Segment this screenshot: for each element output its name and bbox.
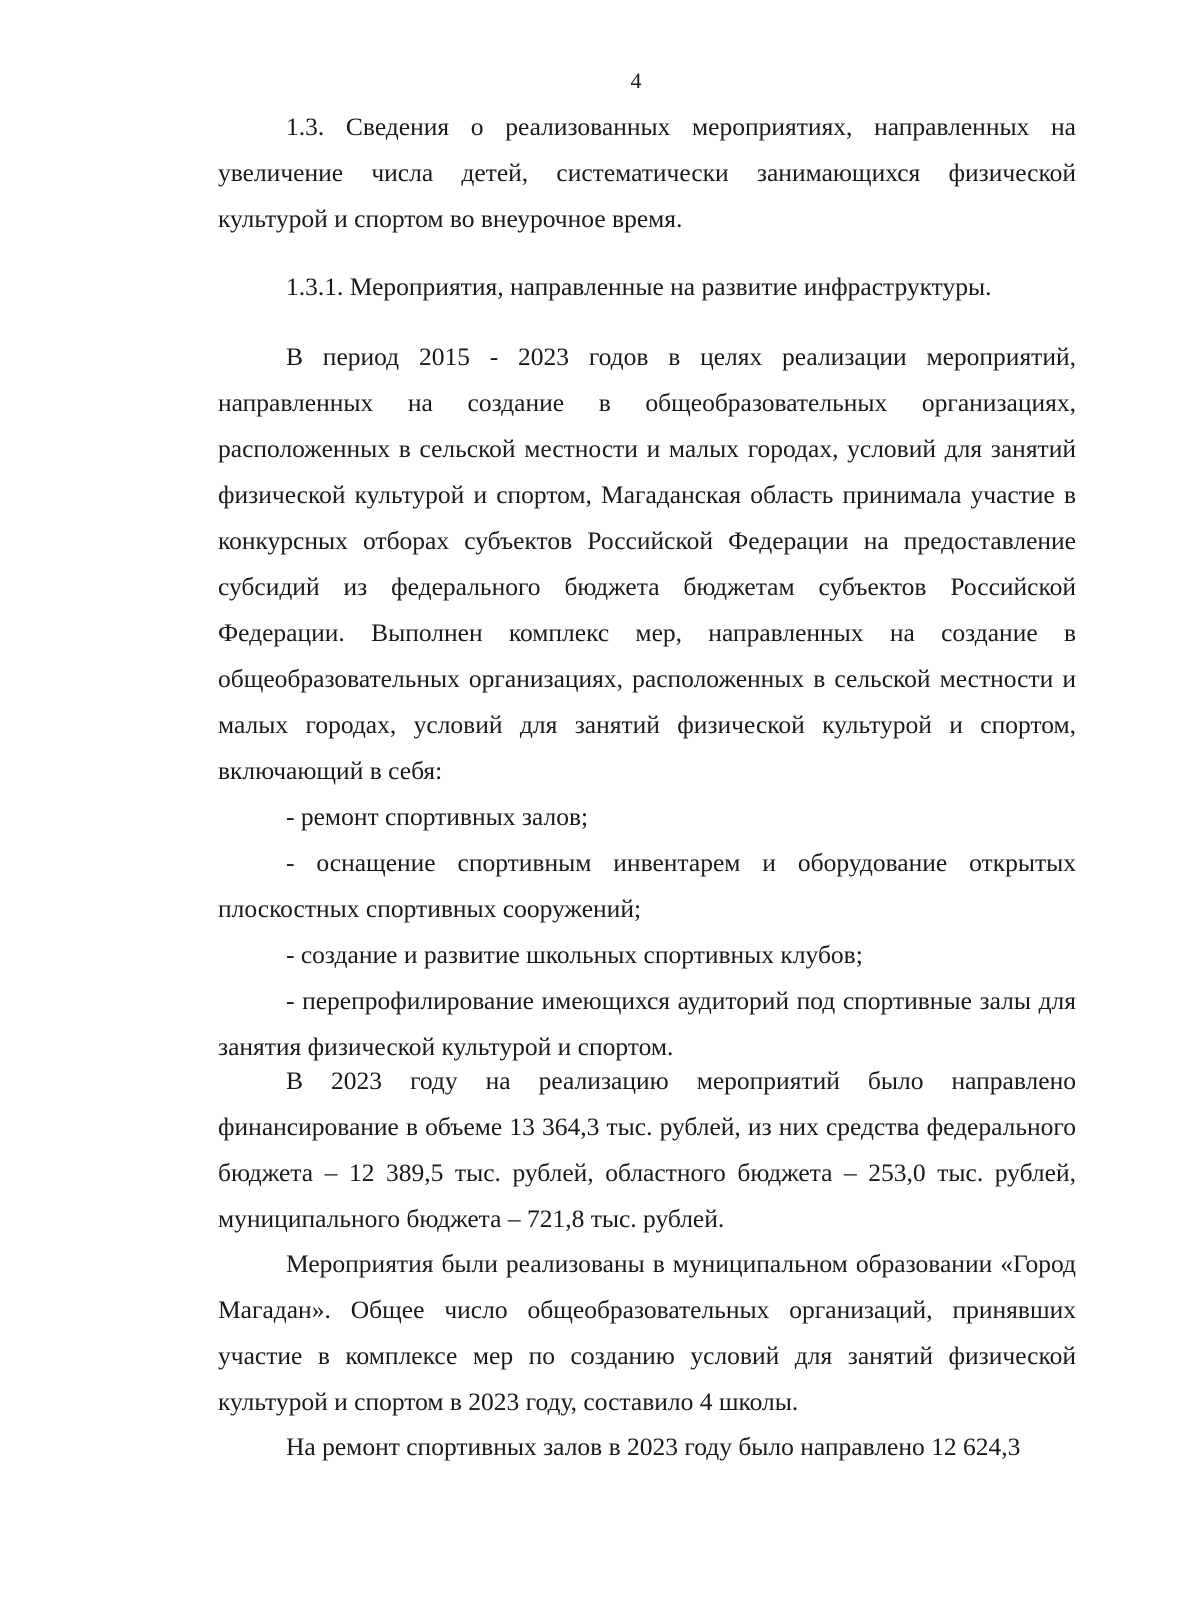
paragraph-participation-text: В период 2015 - 2023 годов в целях реализации мероприятий, направленных на создание в общеобразовательных организациях, расположенных в сельской местности и малых городах, условий для занятий физической культурой и спортом, Магаданская область принимала участие в конкурсных отборах субъектов Российской Федерации на предоставление субсидий из федерального бюджета бюджетам субъектов Российской Федерации. Выполнен комплекс мер, направленных на создание в общеобразовательных организациях, расположенных в сельской местности и малых городах, условий для занятий физической культурой и спортом, включающий в себя: (218, 342, 1076, 785)
page-number: 4 (630, 68, 642, 93)
section-1-3-1-heading: 1.3.1. Мероприятия, направленные на развитие инфраструктуры. (286, 272, 992, 301)
list-item-gym-repair: - ремонт спортивных залов; (286, 802, 589, 831)
section-1-3-text: 1.3. Сведения о реализованных мероприятиях, направленных на увеличение числа детей, систематически занимающихся физической культурой и спортом во внеурочное время. (218, 112, 1076, 233)
list-item-equipment: - оснащение спортивным инвентарем и оборудование открытых плоскостных спортивных сооружений; (218, 848, 1076, 923)
paragraph-implementation (218, 1241, 1076, 1425)
paragraph-gym-repair-funding-text: На ремонт спортивных залов в 2023 году было направлено 12 624,3 (286, 1432, 1021, 1461)
paragraph-implementation-text: Мероприятия были реализованы в муниципальном образовании «Город Магадан». Общее число общеобразовательных организаций, принявших участие в комплексе мер по созданию условий для занятий физической культурой и спортом в 2023 году, составило 4 школы. (218, 1249, 1076, 1416)
paragraph-participation (218, 334, 1076, 1070)
paragraph-gym-repair-funding (218, 1424, 1076, 1470)
section-1-3-1-heading-block (218, 264, 1076, 310)
list-item-school-clubs: - создание и развитие школьных спортивных клубов; (286, 940, 863, 969)
paragraph-funding (218, 1058, 1076, 1242)
list-item-repurposing: - перепрофилирование имеющихся аудиторий под спортивные залы для занятия физической культурой и спортом. (218, 986, 1076, 1061)
section-1-3-title (218, 104, 1076, 242)
paragraph-funding-text: В 2023 году на реализацию мероприятий было направлено финансирование в объеме 13 364,3 тыс. рублей, из них средства федерального бюджета – 12 389,5 тыс. рублей, областного бюджета – 253,0 тыс. рублей, муниципального бюджета – 721,8 тыс. рублей. (218, 1066, 1076, 1233)
